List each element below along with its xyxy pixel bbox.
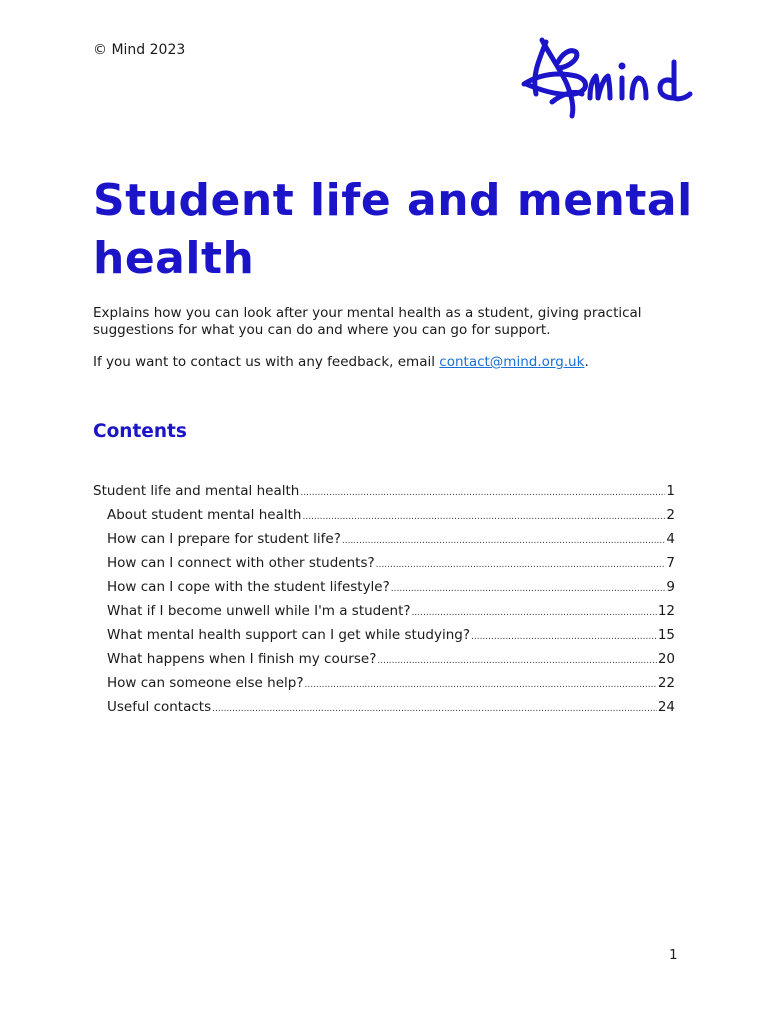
- contents-heading: Contents: [93, 421, 187, 442]
- toc-entry-label[interactable]: What if I become unwell while I'm a student?: [107, 603, 411, 619]
- toc-entry-page: 20: [657, 651, 675, 667]
- intro-paragraph: Explains how you can look after your mental health as a student, giving practical suggestions for what you can do and where you can go for support.: [93, 305, 642, 338]
- toc-entry[interactable]: [93, 675, 675, 699]
- toc-entry-label[interactable]: What happens when I finish my course?: [107, 651, 377, 667]
- contact-email-link[interactable]: contact@mind.org.uk: [439, 354, 585, 370]
- feedback-line: [93, 354, 589, 371]
- toc-entry-page: 4: [666, 531, 675, 547]
- toc-leader-dots: [304, 675, 656, 691]
- toc-entry-label[interactable]: How can I cope with the student lifestyle?: [107, 579, 390, 595]
- toc-leader-dots: [377, 651, 656, 667]
- toc-entry-label[interactable]: How can someone else help?: [107, 675, 304, 691]
- toc-entry[interactable]: [93, 531, 675, 555]
- toc-entry[interactable]: [93, 627, 675, 651]
- document-title: Student life and mental health: [93, 175, 693, 284]
- toc-entry[interactable]: [93, 483, 675, 507]
- toc-entry[interactable]: [93, 507, 675, 531]
- toc-leader-dots: [471, 627, 657, 643]
- feedback-text: If you want to contact us with any feedback, email: [93, 354, 440, 370]
- toc-entry[interactable]: [93, 579, 675, 603]
- toc-entry[interactable]: [93, 555, 675, 579]
- mind-logo: [518, 32, 724, 122]
- toc-entry-label[interactable]: How can I prepare for student life?: [107, 531, 341, 547]
- toc-leader-dots: [412, 603, 657, 619]
- toc-entry[interactable]: [93, 699, 675, 723]
- toc-entry-page: 7: [666, 555, 675, 571]
- toc-entry-page: 22: [657, 675, 675, 691]
- toc-leader-dots: [212, 699, 657, 715]
- table-of-contents: [93, 483, 675, 723]
- toc-leader-dots: [391, 579, 666, 595]
- toc-entry-label[interactable]: Student life and mental health: [93, 483, 300, 499]
- toc-entry-page: 24: [657, 699, 675, 715]
- toc-entry[interactable]: [93, 651, 675, 675]
- toc-leader-dots: [376, 555, 666, 571]
- toc-entry[interactable]: [93, 603, 675, 627]
- logo-wordmark: mind: [518, 32, 521, 33]
- toc-entry-page: 15: [657, 627, 675, 643]
- toc-leader-dots: [342, 531, 666, 547]
- toc-entry-label[interactable]: How can I connect with other students?: [107, 555, 375, 571]
- toc-entry-page: 1: [666, 483, 675, 499]
- toc-leader-dots: [300, 483, 665, 499]
- toc-entry-page: 9: [666, 579, 675, 595]
- page-number: 1: [669, 947, 678, 963]
- toc-entry-label[interactable]: What mental health support can I get while studying?: [107, 627, 470, 643]
- toc-leader-dots: [302, 507, 665, 523]
- toc-entry-label[interactable]: About student mental health: [107, 507, 302, 523]
- copyright-notice: © Mind 2023: [93, 42, 186, 58]
- feedback-period: .: [584, 354, 589, 370]
- toc-entry-label[interactable]: Useful contacts: [107, 699, 212, 715]
- toc-entry-page: 2: [666, 507, 675, 523]
- toc-entry-page: 12: [657, 603, 675, 619]
